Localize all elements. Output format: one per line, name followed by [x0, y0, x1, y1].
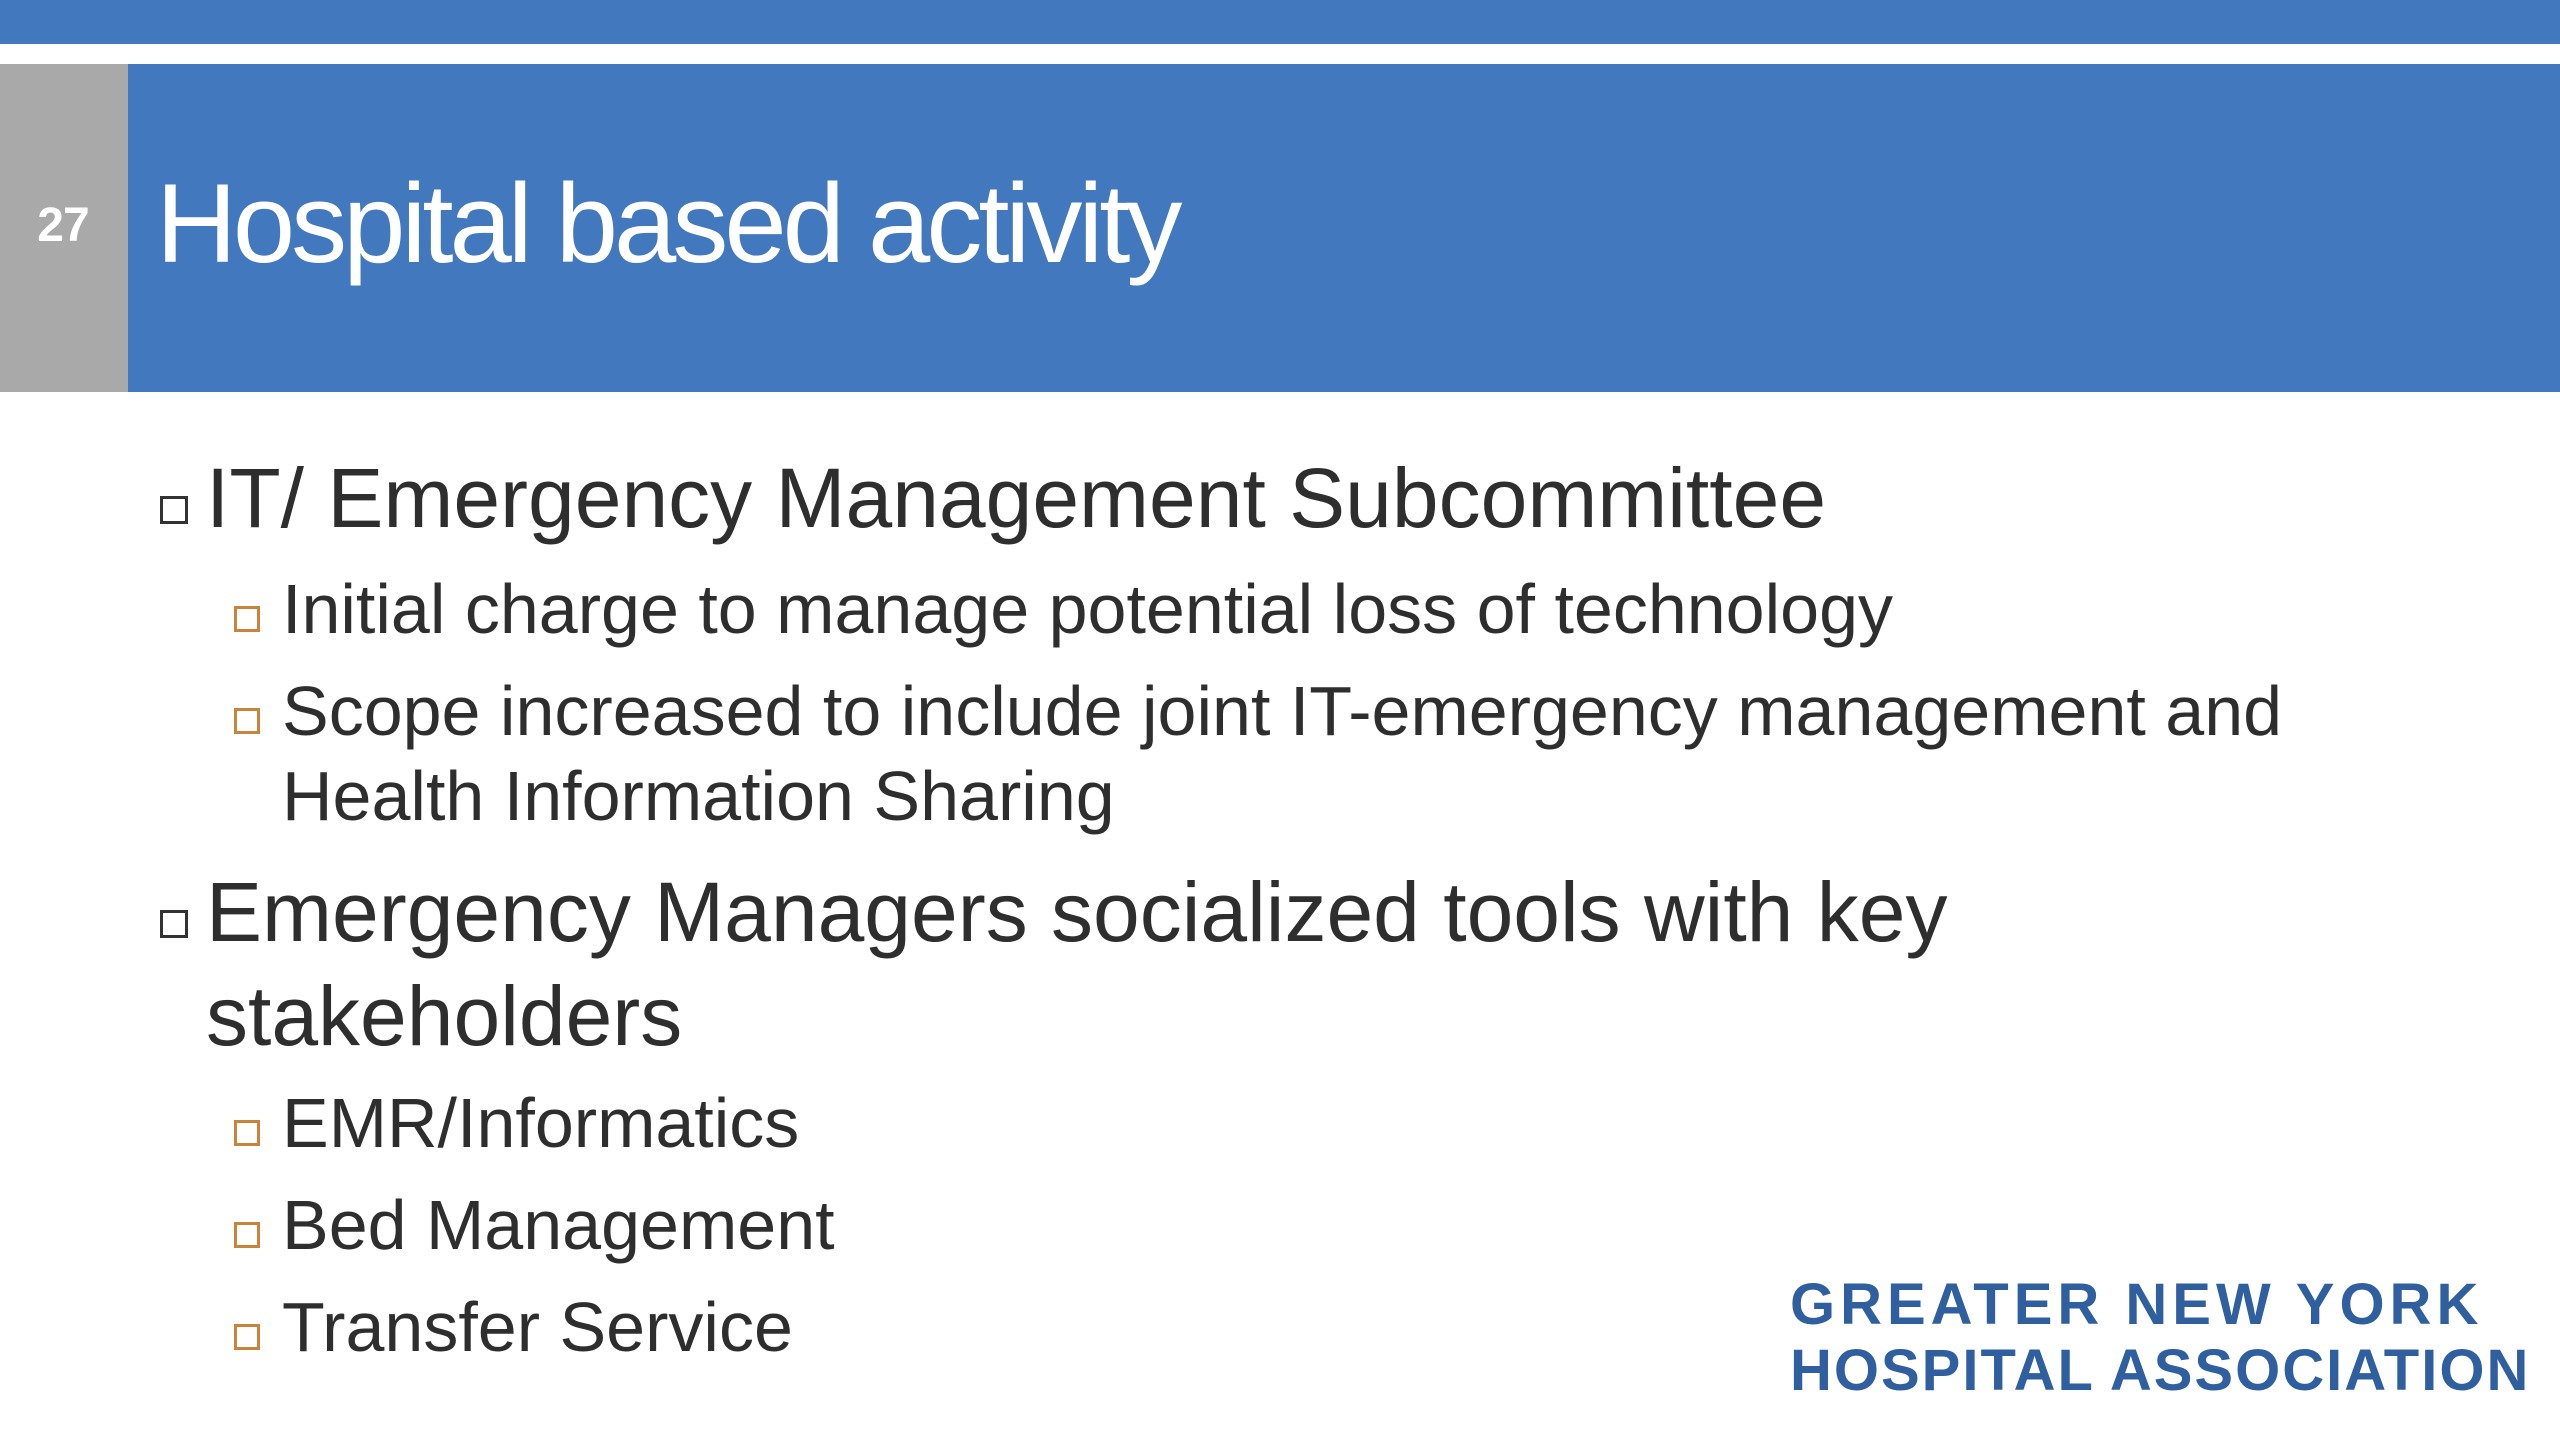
slide-title: Hospital based activity: [156, 161, 1179, 286]
sub-bullet-square-icon: [234, 606, 260, 632]
top-gap: [0, 44, 2560, 64]
sub-bullet-item: Scope increased to include joint IT-emergency management and: [282, 672, 2283, 750]
sub-bullet-item: Bed Management: [282, 1186, 835, 1264]
sub-bullet-item: Transfer Service: [282, 1288, 793, 1366]
sub-bullet-square-icon: [234, 1324, 260, 1350]
bullet-item: Emergency Managers socialized tools with key: [206, 865, 1948, 959]
top-stripe: [0, 0, 2560, 44]
organization-logo: [1790, 1272, 2530, 1404]
sub-bullet-square-icon: [234, 708, 260, 734]
bullet-item-continued: stakeholders: [206, 969, 683, 1063]
bullet-square-icon: [160, 496, 188, 524]
sub-bullet-item: EMR/Informatics: [282, 1084, 800, 1162]
sub-bullet-square-icon: [234, 1120, 260, 1146]
logo-line-1: GREATER NEW YORK: [1790, 1272, 2484, 1337]
bullet-item: IT/ Emergency Management Subcommittee: [206, 451, 1827, 545]
logo-line-2: HOSPITAL ASSOCIATION: [1790, 1338, 2531, 1403]
bullet-square-icon: [160, 910, 188, 938]
sub-bullet-item-continued: Health Information Sharing: [282, 757, 1115, 835]
page-number: 27: [37, 199, 89, 252]
sub-bullet-item: Initial charge to manage potential loss of technology: [282, 570, 1894, 648]
sub-bullet-square-icon: [234, 1222, 260, 1248]
